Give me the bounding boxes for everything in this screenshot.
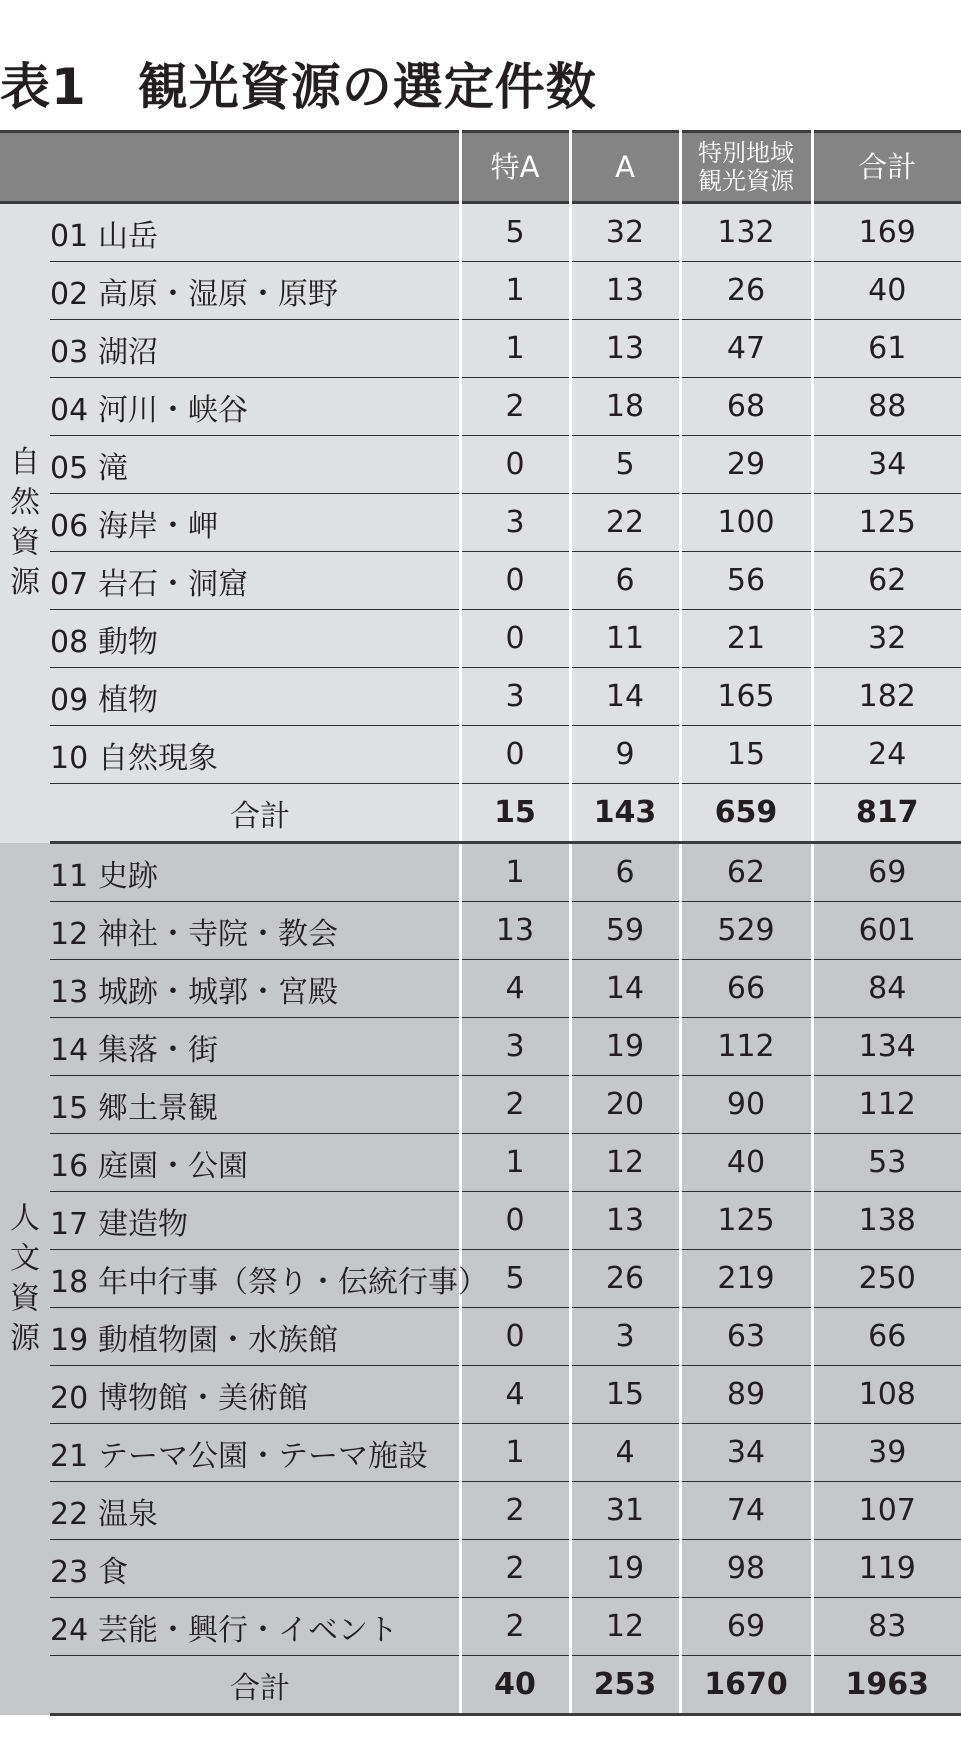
resource-name: 食 [98,1554,128,1590]
resource-name: 芸能・興行・イベント [98,1612,398,1648]
resource-name: 史跡 [98,858,158,894]
resource-code: 13 [50,974,89,1010]
resource-cell [50,1308,460,1366]
a-count: 3 [570,1308,680,1366]
regional-count: 89 [680,1366,812,1424]
special-a-count: 4 [460,1366,570,1424]
total-count: 134 [812,1018,961,1076]
group-label-char: 源 [10,565,40,601]
a-count: 13 [570,1192,680,1250]
total-count: 119 [812,1540,961,1598]
resource-code: 06 [50,508,89,544]
table-row [0,552,961,610]
header-corner [0,132,460,203]
resource-cell [50,1366,460,1424]
resource-code: 03 [50,334,89,370]
regional-count: 90 [680,1076,812,1134]
regional-count: 132 [680,203,812,262]
subtotal-label: 合計 [50,1656,460,1715]
total-count: 83 [812,1598,961,1656]
total-count: 32 [812,610,961,668]
table-row [0,1018,961,1076]
total-count: 39 [812,1424,961,1482]
total-count: 40 [812,262,961,320]
a-count: 59 [570,902,680,960]
total-count: 66 [812,1308,961,1366]
table-header [0,132,961,203]
a-count: 12 [570,1134,680,1192]
special-a-count: 1 [460,1424,570,1482]
special-a-count: 2 [460,1598,570,1656]
special-a-count: 1 [460,1134,570,1192]
total-count: 601 [812,902,961,960]
resource-code: 16 [50,1148,89,1184]
table-row [0,960,961,1018]
resource-cell [50,552,460,610]
a-count: 14 [570,668,680,726]
table-row [0,203,961,262]
special-a-count: 3 [460,668,570,726]
resource-cell [50,262,460,320]
resource-name: 河川・峡谷 [98,392,248,428]
table-row [0,1134,961,1192]
resource-name: 建造物 [98,1206,188,1242]
resource-code: 09 [50,682,89,718]
resource-name: 年中行事（祭り・伝統行事） [98,1264,488,1300]
resource-name: テーマ公園・テーマ施設 [98,1438,428,1474]
resource-code: 19 [50,1322,89,1358]
table-row [0,1540,961,1598]
total-count: 88 [812,378,961,436]
a-count: 26 [570,1250,680,1308]
resource-name: 郷土景観 [98,1090,218,1126]
table-row [0,494,961,552]
regional-count: 112 [680,1018,812,1076]
subtotal-a: 253 [570,1656,680,1715]
a-count: 11 [570,610,680,668]
resource-cell [50,1250,488,1308]
natural-resources-group [0,203,961,843]
group-label-char: 自 [10,445,40,481]
resource-code: 17 [50,1206,89,1242]
total-count: 125 [812,494,961,552]
table-row [0,1076,961,1134]
regional-count: 125 [680,1192,812,1250]
table-row [0,843,961,902]
subtotal-total: 1963 [812,1656,961,1715]
regional-count: 66 [680,960,812,1018]
resource-code: 08 [50,624,89,660]
special-a-count: 1 [460,843,570,902]
table-row [0,1308,961,1366]
special-a-count: 0 [460,552,570,610]
subtotal-row [0,1656,961,1715]
special-a-count: 3 [460,1018,570,1076]
total-count: 53 [812,1134,961,1192]
table-row [0,436,961,494]
resource-cell [50,1540,460,1598]
a-count: 9 [570,726,680,784]
a-count: 6 [570,552,680,610]
resource-name: 岩石・洞窟 [98,566,248,602]
subtotal-special-a: 40 [460,1656,570,1715]
special-a-count: 2 [460,378,570,436]
header-regional-line2: 観光資源 [698,167,794,195]
total-count: 169 [812,203,961,262]
resource-name: 高原・湿原・原野 [98,276,338,312]
regional-count: 40 [680,1134,812,1192]
resource-cell [50,1482,460,1540]
regional-count: 15 [680,726,812,784]
resource-name: 城跡・城郭・宮殿 [98,974,338,1010]
resource-cell [50,843,460,902]
resource-code: 23 [50,1554,89,1590]
special-a-count: 0 [460,436,570,494]
table-row [0,1424,961,1482]
special-a-count: 2 [460,1540,570,1598]
a-count: 15 [570,1366,680,1424]
table-row [0,1250,961,1308]
group-label-char: 文 [10,1240,40,1276]
group-label-char: 資 [10,525,40,561]
a-count: 6 [570,843,680,902]
total-count: 250 [812,1250,961,1308]
regional-count: 98 [680,1540,812,1598]
subtotal-regional: 1670 [680,1656,812,1715]
a-count: 5 [570,436,680,494]
resource-name: 庭園・公園 [98,1148,248,1184]
total-count: 182 [812,668,961,726]
a-count: 19 [570,1018,680,1076]
special-a-count: 5 [460,203,570,262]
special-a-count: 2 [460,1076,570,1134]
group-label-char: 然 [10,485,40,521]
resource-cell [50,1598,460,1656]
a-count: 32 [570,203,680,262]
resource-code: 10 [50,740,89,776]
group-label-char: 資 [10,1280,40,1316]
resource-cell [50,436,460,494]
resource-code: 01 [50,218,89,254]
resource-cell [50,960,460,1018]
resource-code: 11 [50,858,89,894]
total-count: 138 [812,1192,961,1250]
resource-cell [50,1076,460,1134]
special-a-count: 4 [460,960,570,1018]
special-a-count: 0 [460,610,570,668]
resource-name: 集落・街 [98,1032,218,1068]
resource-name: 湖沼 [98,334,158,370]
table-row [0,1192,961,1250]
resource-code: 21 [50,1438,89,1474]
resource-name: 自然現象 [98,740,218,776]
resource-code: 04 [50,392,89,428]
resource-code: 07 [50,566,89,602]
resource-code: 02 [50,276,89,312]
resource-name: 温泉 [98,1496,158,1532]
resource-name: 動物 [98,624,158,660]
regional-count: 62 [680,843,812,902]
resource-cell [50,668,460,726]
regional-count: 529 [680,902,812,960]
special-a-count: 5 [460,1250,570,1308]
table-row [0,610,961,668]
regional-count: 219 [680,1250,812,1308]
special-a-count: 0 [460,1192,570,1250]
table-row [0,1482,961,1540]
regional-count: 63 [680,1308,812,1366]
regional-count: 165 [680,668,812,726]
resource-cell [50,494,460,552]
a-count: 18 [570,378,680,436]
resource-cell [50,1192,460,1250]
table-row [0,668,961,726]
special-a-count: 1 [460,320,570,378]
total-count: 107 [812,1482,961,1540]
tourism-resources-table [0,130,961,1716]
total-count: 69 [812,843,961,902]
table-row [0,1366,961,1424]
regional-count: 69 [680,1598,812,1656]
resource-name: 植物 [98,682,158,718]
regional-count: 21 [680,610,812,668]
resource-code: 15 [50,1090,89,1126]
header-regional-line1: 特別地域 [698,139,794,167]
total-count: 112 [812,1076,961,1134]
resource-name: 滝 [98,450,128,486]
regional-count: 26 [680,262,812,320]
group-label-char: 人 [10,1200,40,1236]
resource-code: 20 [50,1380,89,1416]
header-special-a: 特A [460,132,570,203]
resource-cell [50,1018,460,1076]
special-a-count: 13 [460,902,570,960]
total-count: 108 [812,1366,961,1424]
special-a-count: 0 [460,1308,570,1366]
resource-cell [50,203,460,262]
table-row [0,726,961,784]
resource-cell [50,1134,460,1192]
resource-code: 12 [50,916,89,952]
group-label-char: 源 [10,1320,40,1356]
header-total: 合計 [812,132,961,203]
table-row [0,1598,961,1656]
total-count: 24 [812,726,961,784]
table-row [0,320,961,378]
a-count: 13 [570,262,680,320]
resource-cell [50,378,460,436]
regional-count: 29 [680,436,812,494]
subtotal-regional: 659 [680,784,812,843]
resource-name: 動植物園・水族館 [98,1322,338,1358]
resource-cell [50,902,460,960]
resource-code: 05 [50,450,89,486]
total-count: 34 [812,436,961,494]
cultural-resources-group [0,843,961,1715]
regional-count: 100 [680,494,812,552]
special-a-count: 0 [460,726,570,784]
resource-cell [50,1424,460,1482]
a-count: 20 [570,1076,680,1134]
resource-cell [50,320,460,378]
a-count: 22 [570,494,680,552]
total-count: 61 [812,320,961,378]
resource-code: 14 [50,1032,89,1068]
subtotal-label: 合計 [50,784,460,843]
regional-count: 74 [680,1482,812,1540]
table-title: 表1 観光資源の選定件数 [0,58,597,116]
a-count: 14 [570,960,680,1018]
resource-name: 山岳 [98,218,158,254]
regional-count: 47 [680,320,812,378]
subtotal-special-a: 15 [460,784,570,843]
regional-count: 34 [680,1424,812,1482]
regional-count: 68 [680,378,812,436]
subtotal-total: 817 [812,784,961,843]
subtotal-a: 143 [570,784,680,843]
resource-code: 22 [50,1496,89,1532]
a-count: 31 [570,1482,680,1540]
resource-cell [50,610,460,668]
group-label [0,203,50,843]
a-count: 4 [570,1424,680,1482]
total-count: 84 [812,960,961,1018]
a-count: 13 [570,320,680,378]
resource-code: 24 [50,1612,89,1648]
table-row [0,378,961,436]
special-a-count: 3 [460,494,570,552]
total-count: 62 [812,552,961,610]
resource-code: 18 [50,1264,89,1300]
special-a-count: 1 [460,262,570,320]
table-row [0,902,961,960]
header-regional [680,132,812,203]
regional-count: 56 [680,552,812,610]
header-a: A [570,132,680,203]
a-count: 12 [570,1598,680,1656]
special-a-count: 2 [460,1482,570,1540]
subtotal-row [0,784,961,843]
resource-cell [50,726,460,784]
resource-name: 神社・寺院・教会 [98,916,338,952]
group-label [0,843,50,1715]
table-row [0,262,961,320]
a-count: 19 [570,1540,680,1598]
resource-name: 博物館・美術館 [98,1380,308,1416]
resource-name: 海岸・岬 [98,508,218,544]
